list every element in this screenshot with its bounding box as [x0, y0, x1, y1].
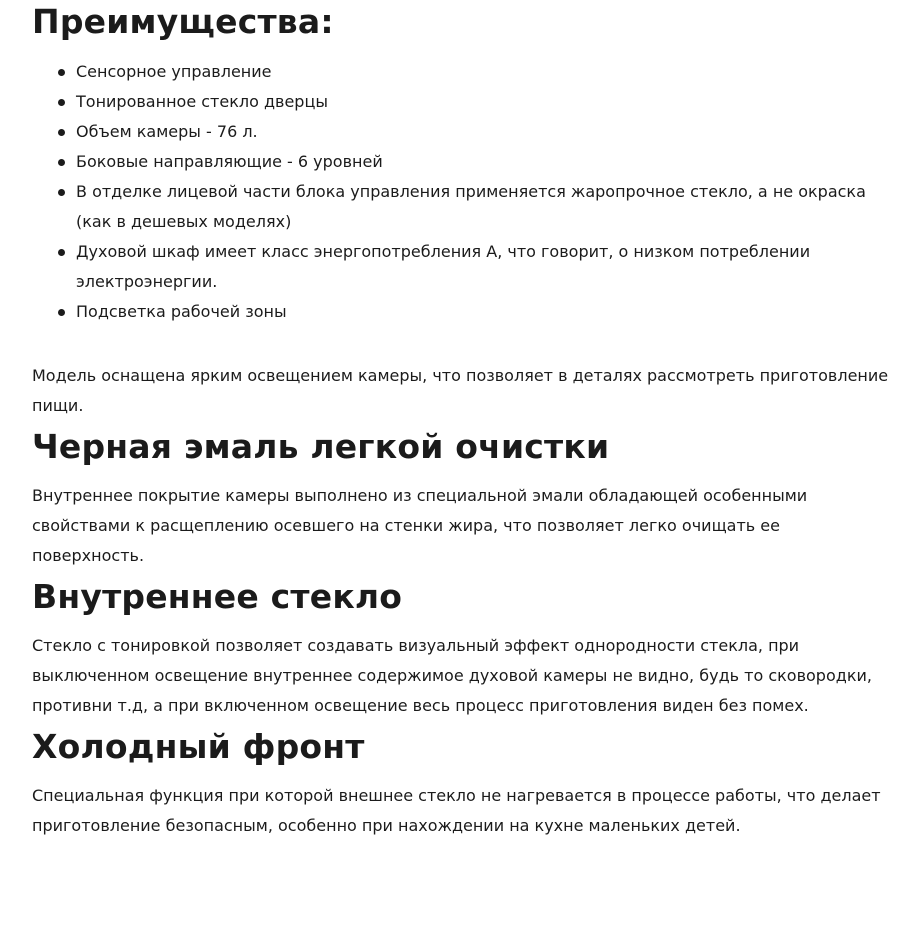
section-text-enamel: Внутреннее покрытие камеры выполнено из специальной эмали обладающей особенными свойствами к расщеплению осевшего на стенки жира, что позволяет легко очищать ее поверхность.	[32, 486, 808, 565]
section-text-cold-front: Специальная функция при которой внешнее стекло не нагревается в процессе работы, что делает приготовление безопасным, особенно при нахождении на кухне маленьких детей.	[32, 786, 881, 835]
section-heading-inner-glass: Внутреннее стекло	[32, 577, 403, 616]
section-text-inner-glass: Стекло с тонировкой позволяет создавать визуальный эффект однородности стекла, при выключенном освещение внутреннее содержимое духовой камеры не видно, будь то сковородки, противни т.д, а при включенном освещение весь процесс приготовления виден без помех.	[32, 636, 872, 715]
list-item: Сенсорное управление	[32, 57, 890, 87]
list-item: Подсветка рабочей зоны	[32, 297, 890, 327]
list-item: Боковые направляющие - 6 уровней	[32, 147, 890, 177]
section-heading-cold-front: Холодный фронт	[32, 727, 365, 766]
advantages-list	[32, 57, 890, 327]
list-item: В отделке лицевой части блока управления применяется жаропрочное стекло, а не окраска (как в дешевых моделях)	[32, 177, 890, 237]
lighting-paragraph: Модель оснащена ярким освещением камеры, что позволяет в деталях рассмотреть приготовление пищи.	[32, 366, 889, 415]
list-item: Объем камеры - 76 л.	[32, 117, 890, 147]
section-heading-enamel: Черная эмаль легкой очистки	[32, 427, 610, 466]
list-item: Духовой шкаф имеет класс энергопотребления А, что говорит, о низком потреблении электроэнергии.	[32, 237, 890, 297]
advantages-heading: Преимущества:	[32, 2, 334, 41]
list-item: Тонированное стекло дверцы	[32, 87, 890, 117]
